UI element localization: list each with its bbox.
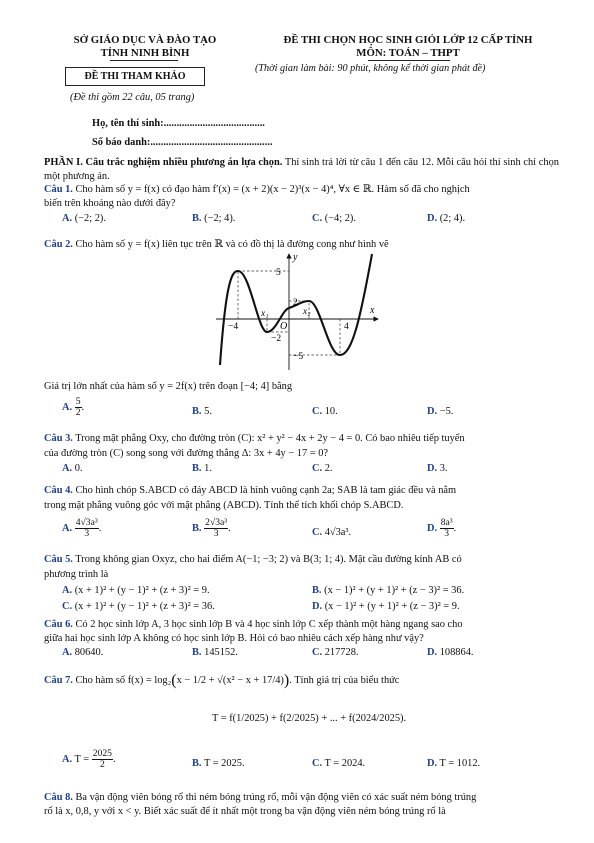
q3-option-b[interactable]: B. 1. — [192, 463, 212, 474]
candidate-id-field: Số báo danh:............................................... — [92, 137, 273, 148]
part1-title: PHẦN I. Câu trắc nghiệm nhiều phương án lựa chọn. — [44, 157, 283, 168]
q2-text-after: Giá trị lớn nhất của hàm số y = 2f(x) trên đoạn [−4; 4] bằng — [44, 381, 293, 392]
header-left — [55, 34, 235, 61]
question-1 — [44, 183, 470, 197]
q6-text: Có 2 học sinh lớp A, 3 học sinh lớp B và 4 học sinh lớp C xếp thành một hàng ngang sao cho — [72, 619, 463, 630]
q4-label: Câu 4. — [44, 485, 73, 496]
q4-text-cont: trong mặt phẳng vuông góc với mặt phẳng (ABCD). Tính thể tích khối chóp S.ABCD. — [44, 500, 404, 511]
q7-option-b[interactable]: B. T = 2025. — [192, 758, 245, 769]
subject-divider — [368, 60, 450, 61]
q6-option-c[interactable]: C. 217728. — [312, 647, 359, 658]
q1-option-a[interactable]: A. (−2; 2). — [62, 213, 106, 224]
function-curve — [220, 254, 372, 365]
q1-label: Câu 1. — [44, 184, 73, 195]
q4-text: Cho hình chóp S.ABCD có đáy ABCD là hình vuông cạnh 2a; SAB là tam giác đều và nằm — [72, 485, 457, 496]
q4-option-d[interactable]: D. $\frac{\text{8a³}}{3}$ . — [427, 517, 457, 540]
x-axis-label: x — [370, 305, 375, 316]
x-tick-x1: x₁ — [261, 309, 269, 319]
q5-text-cont: phương trình là — [44, 569, 109, 580]
q6-label: Câu 6. — [44, 619, 73, 630]
q1-text-cont: biến trên khoảng nào dưới đây? — [44, 198, 176, 209]
department-name: SỞ GIÁO DỤC VÀ ĐÀO TẠO — [73, 34, 217, 46]
q2-option-c[interactable]: C. 10. — [312, 406, 338, 417]
q3-text: Trong mặt phẳng Oxy, cho đường tròn (C): x² + y² − 4x + 2y − 4 = 0. Có bao nhiêu tiếp tuyến — [72, 433, 465, 444]
q4-option-a[interactable]: A. $\frac{\text{4√3a³}}{3}$ . — [62, 517, 102, 540]
q7-label: Câu 7. — [44, 675, 73, 686]
candidate-name-field: Họ, tên thí sinh:....................................... — [92, 118, 265, 129]
q1-option-d[interactable]: D. (2; 4). — [427, 213, 466, 224]
q5-option-a[interactable]: A. (x + 1)² + (y − 1)² + (z + 3)² = 9. — [62, 585, 210, 596]
q6-text-cont: giữa hai học sinh lớp A không có học sinh lớp B. Hỏi có bao nhiêu cách xếp hàng như vậy? — [44, 633, 424, 644]
q2-function-graph — [212, 250, 387, 375]
q5-option-b[interactable]: B. (x − 1)² + (y + 1)² + (z − 3)² = 36. — [312, 585, 465, 596]
page-count-note: (Đề thi gồm 22 câu, 05 trang) — [70, 92, 195, 103]
y-tick-neg5: −5 — [293, 352, 304, 362]
q3-option-c[interactable]: C. 2. — [312, 463, 333, 474]
q7-sum-expression: T = f(1/2025) + f(2/2025) + ... + f(2024/2025). — [212, 713, 407, 724]
x-tick-4: 4 — [344, 322, 349, 332]
q8-text: Ba vận động viên bóng rổ thi ném bóng trúng rổ, mỗi vận động viên có xác suất ném bóng trúng — [72, 792, 477, 803]
header-divider — [110, 60, 178, 61]
q5-label: Câu 5. — [44, 554, 73, 565]
x-tick-neg4: −4 — [228, 322, 239, 332]
exam-subject: MÔN: TOÁN – THPT — [356, 47, 460, 60]
q5-text: Trong không gian Oxyz, cho hai điểm A(−1; −3; 2) và B(3; 1; 4). Mặt cầu đường kính AB có — [72, 554, 462, 565]
time-note: (Thời gian làm bài: 90 phút, không kể thời gian phát đề) — [255, 63, 486, 74]
q6-option-a[interactable]: A. 80640. — [62, 647, 104, 658]
question-4 — [44, 484, 456, 498]
y-tick-neg2: −2 — [271, 334, 282, 344]
q6-option-b[interactable]: B. 145152. — [192, 647, 238, 658]
q7-option-c[interactable]: C. T = 2024. — [312, 758, 366, 769]
header-right — [248, 34, 568, 61]
q2-text: Cho hàm số y = f(x) liên tục trên ℝ và có đồ thị là đường cong như hình vẽ — [72, 239, 389, 250]
q8-label: Câu 8. — [44, 792, 73, 803]
q3-label: Câu 3. — [44, 433, 73, 444]
q2-option-d[interactable]: D. −5. — [427, 406, 454, 417]
q7-option-d[interactable]: D. T = 1012. — [427, 758, 481, 769]
q7-text-a: Cho hàm số f(x) = log₂ — [72, 675, 172, 686]
question-7: Câu 7. Cho hàm số f(x) = log₂(x − 1/2 + √(x² − x + 17/4)). Tính giá trị của biểu thức — [44, 672, 400, 689]
reference-exam-box: ĐỀ THI THAM KHẢO — [65, 67, 205, 86]
q5-option-d[interactable]: D. (x − 1)² + (y + 1)² + (z − 3)² = 9. — [312, 601, 460, 612]
question-5 — [44, 553, 462, 567]
origin-label: O — [280, 321, 288, 332]
q7-log-argument: x − 1/2 + √(x² − x + 17/4) — [176, 675, 284, 686]
q4-option-b[interactable]: B. $\frac{\text{2√3a³}}{3}$ . — [192, 517, 231, 540]
y-axis-label: y — [293, 252, 298, 263]
exam-title: ĐỀ THI CHỌN HỌC SINH GIỎI LỚP 12 CẤP TỈNH — [283, 34, 533, 46]
q7-text-c: . Tính giá trị của biểu thức — [289, 675, 400, 686]
q8-text-cont: rổ là x, 0,8, y với x < y. Biết xác suất để ít nhất một trong ba vận động viên ném bóng trúng rổ là — [44, 806, 446, 817]
q5-option-c[interactable]: C. (x + 1)² + (y − 1)² + (z + 3)² = 36. — [62, 601, 215, 612]
q2-option-b[interactable]: B. 5. — [192, 406, 212, 417]
q1-option-b[interactable]: B. (−2; 4). — [192, 213, 236, 224]
question-3 — [44, 432, 465, 446]
q7-option-a[interactable]: A. T = $\frac{2025}{2}$ . — [62, 748, 116, 771]
q2-option-a[interactable]: A. $\frac{5}{2}$ . — [62, 396, 85, 419]
q2-label: Câu 2. — [44, 239, 73, 250]
q3-option-a[interactable]: A. 0. — [62, 463, 83, 474]
province-name: TỈNH NINH BÌNH — [100, 47, 190, 60]
question-8 — [44, 791, 476, 805]
y-tick-5: 5 — [276, 268, 281, 278]
q3-text-cont: của đường tròn (C) song song với đường thẳng Δ: 3x + 4y − 17 = 0? — [44, 448, 329, 459]
x-tick-x2: x₂ — [303, 307, 311, 317]
question-6 — [44, 618, 463, 632]
part1-desc: Thí sinh trả lời từ câu 1 đến câu 12. Mỗi câu hỏi thí sinh chỉ chọn một phương án. — [44, 157, 559, 182]
q6-option-d[interactable]: D. 108864. — [427, 647, 474, 658]
q3-option-d[interactable]: D. 3. — [427, 463, 448, 474]
q1-text: Cho hàm số y = f(x) có đạo hàm f′(x) = (x + 2)(x − 2)³(x − 4)⁴, ∀x ∈ ℝ. Hàm số đã cho nghịch — [72, 184, 470, 195]
y-tick-2: 2 — [293, 298, 298, 308]
q1-option-c[interactable]: C. (−4; 2). — [312, 213, 356, 224]
part1-intro — [44, 156, 559, 183]
q4-option-c[interactable]: C. 4√3a³. — [312, 527, 352, 538]
